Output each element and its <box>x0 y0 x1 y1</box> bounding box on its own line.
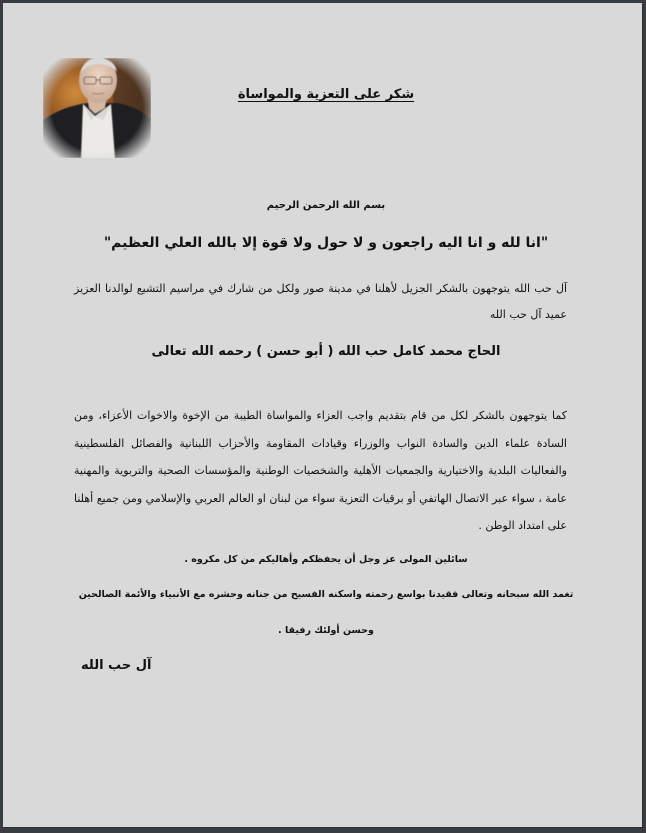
acknowledgement-paragraph: كما يتوجهون بالشكر لكل من قام بتقديم واجب العزاء والمواساة الطيبة من الإخوة والاخوات الأعزاء، ومن السادة علماء الدين والسادة النواب والوزراء وقيادات المقاومة والأحزاب اللبنانية والفصائل الفلسطينية والفعاليات البلدية والاختيارية والجمعيات الأهلية والشخصيات الوطنية والمؤسسات الصحية والتربوية والمهنية عامة ، سواء عبر الاتصال الهاتفي أو برقيات التعزية سواء من لبنان او العالم العربي والإسلامي ومن جميع أهلنا على امتداد الوطن . <box>74 409 567 532</box>
prayer-line-3: وحسن أولئك رفيقا . <box>278 625 374 636</box>
page-title <box>3 87 646 102</box>
quranic-verse: "انا لله و انا اليه راجعون و لا حول ولا قوة إلا بالله العلي العظيم" <box>103 235 549 251</box>
prayer-line-1: سائلين المولى عز وجل أن يحفظكم وأهاليكم من كل مكروه . <box>184 554 468 565</box>
title-text: شكر على التعزية والمواساة <box>237 87 415 102</box>
prayer-line-2: تغمد الله سبحانه وتعالى فقيدنا بواسع رحمته واسكنه الفسيح من جنانه وحشره مع الأنبياء والأئمة الصالحين <box>78 589 574 600</box>
basmala: بسم الله الرحمن الرحيم <box>266 200 386 211</box>
document-page <box>3 3 642 827</box>
deceased-photo <box>43 58 151 158</box>
deceased-name: الحاج محمد كامل حب الله ( أبو حسن ) رحمه الله تعالى <box>151 344 501 359</box>
signature: آل حب الله <box>81 658 152 673</box>
thanks-paragraph: آل حب الله يتوجهون بالشكر الجزيل لأهلنا في مدينة صور ولكل من شارك في مراسيم التشيع لوالدنا العزيز عميد آل حب الله <box>74 282 567 321</box>
